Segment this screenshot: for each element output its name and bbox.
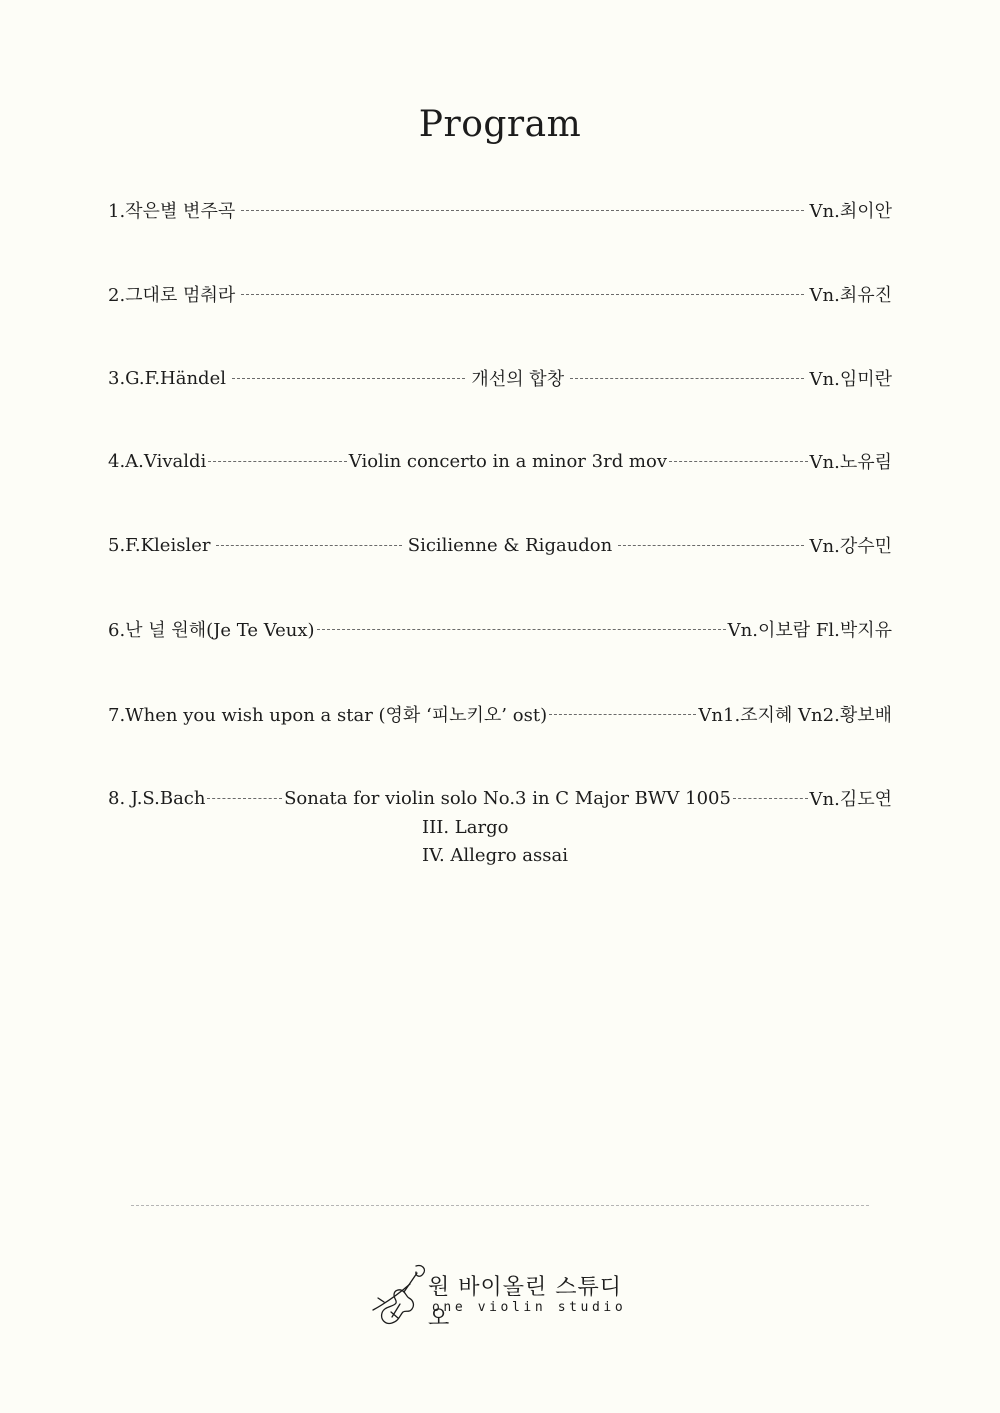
- piece-title: Sicilienne & Rigaudon: [407, 534, 613, 556]
- leader-dots: [232, 378, 465, 379]
- program-item-2: [108, 280, 892, 308]
- leader-dots: [216, 545, 401, 546]
- leader-dots: [618, 545, 803, 546]
- program-item-8: [108, 784, 892, 812]
- piece-title: 개선의 합창: [471, 369, 565, 390]
- piece-title: 7.When you wish upon a star (영화 ‘피노키오’ ost): [108, 705, 548, 726]
- leader-dots: [549, 714, 696, 715]
- leader-dots: [241, 210, 803, 211]
- leader-dots: [208, 461, 347, 462]
- program-item-3: [108, 364, 892, 392]
- piece-title: 6.난 널 원해(Je Te Veux): [108, 620, 315, 641]
- piece-title: 1.작은별 변주곡: [108, 201, 236, 222]
- composer: 4.A.Vivaldi: [108, 450, 207, 472]
- performer: Vn.노유림: [809, 452, 892, 473]
- movement-3: III. Largo: [422, 817, 509, 838]
- program-item-4: [108, 447, 892, 475]
- performer: Vn1.조지혜 Vn2.황보배: [698, 705, 892, 726]
- footer-divider: [131, 1205, 869, 1206]
- piece-title: Violin concerto in a minor 3rd mov: [348, 450, 668, 472]
- composer: 5.F.Kleisler: [108, 534, 211, 556]
- studio-name-korean: 원 바이올린 스튜디오: [428, 1275, 623, 1331]
- program-item-1: [108, 196, 892, 224]
- leader-dots: [317, 629, 726, 630]
- movement-4: IV. Allegro assai: [422, 845, 568, 866]
- composer: 8. J.S.Bach: [108, 787, 206, 809]
- leader-dots: [733, 798, 808, 799]
- studio-logo: [370, 1262, 640, 1332]
- program-item-6: [108, 615, 892, 643]
- page-title: Program: [418, 104, 582, 145]
- performer: Vn.최유진: [809, 285, 892, 306]
- studio-name-english: one violin studio: [432, 1300, 627, 1315]
- violin-icon: [370, 1262, 430, 1328]
- performer: Vn.임미란: [809, 369, 892, 390]
- leader-dots: [241, 294, 803, 295]
- performer: Vn.이보람 Fl.박지유: [727, 620, 892, 641]
- program-item-5: [108, 531, 892, 559]
- performer: Vn.강수민: [809, 536, 893, 557]
- program-item-7: [108, 700, 892, 728]
- leader-dots: [570, 378, 803, 379]
- performer: Vn.김도연: [809, 789, 893, 810]
- piece-title: Sonata for violin solo No.3 in C Major BWV 1005: [284, 787, 731, 809]
- leader-dots: [207, 798, 282, 799]
- composer: 3.G.F.Händel: [108, 367, 226, 389]
- piece-title: 2.그대로 멈춰라: [108, 285, 236, 306]
- performer: Vn.최이안: [809, 201, 892, 222]
- leader-dots: [669, 461, 808, 462]
